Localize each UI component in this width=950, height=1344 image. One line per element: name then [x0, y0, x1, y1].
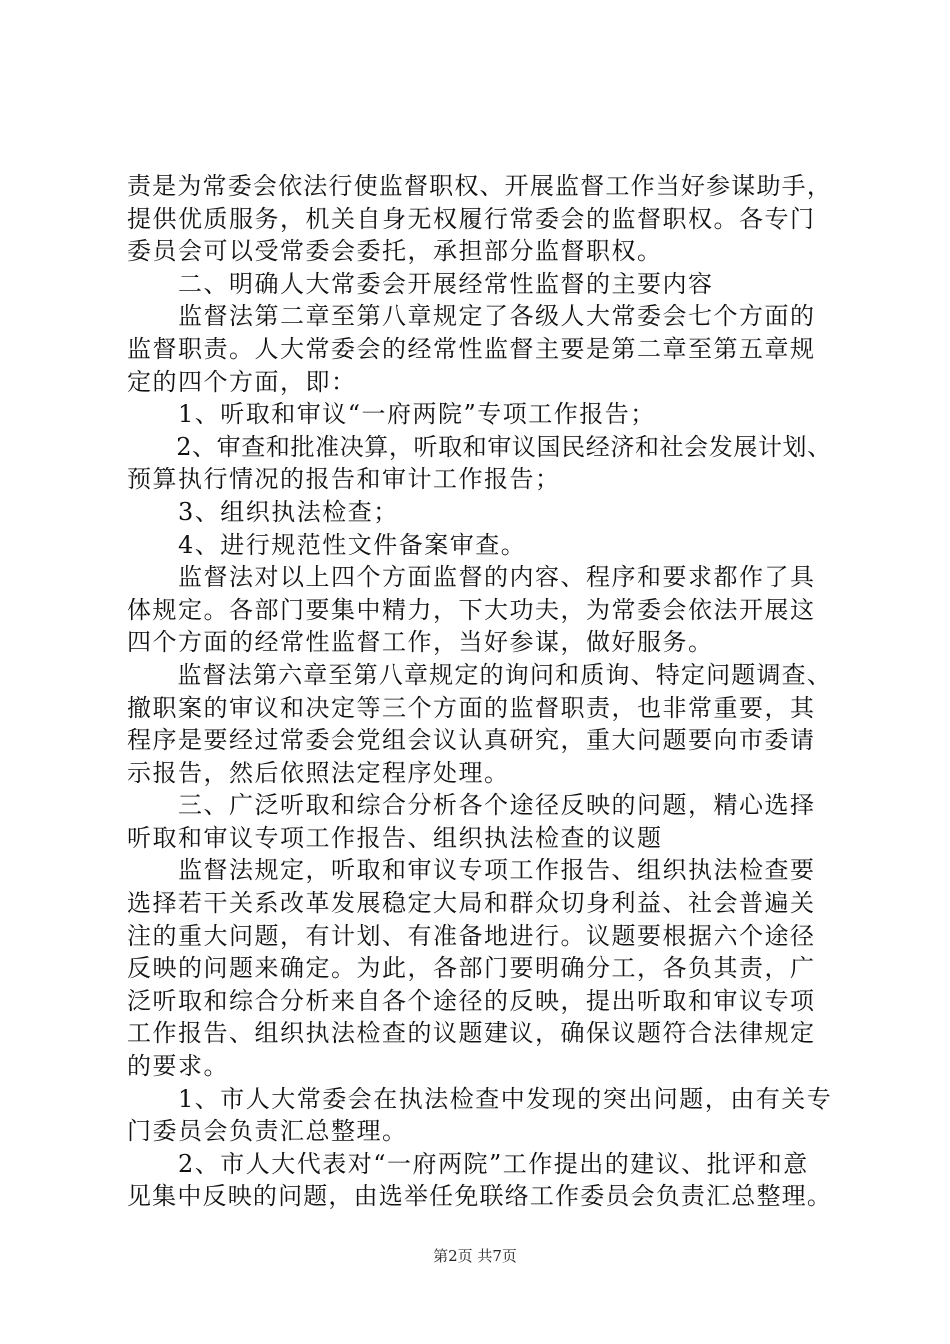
text-line: 监督法第六章至第八章规定的询问和质询、特定问题调查、 [127, 660, 832, 689]
text-line: 1、市人大常委会在执法检查中发现的突出问题，由有关专 [127, 1084, 833, 1113]
text-line: 示报告，然后依照法定程序处理。 [127, 758, 510, 787]
text-line: 泛听取和综合分析来自各个途径的反映，提出听取和审议专项 [127, 986, 816, 1015]
text-line: 预算执行情况的报告和审计工作报告； [127, 465, 561, 494]
text-line: 程序是要经过常委会党组会议认真研究，重大问题要向市委请 [127, 726, 816, 755]
text-line: 二、明确人大常委会开展经常性监督的主要内容 [127, 269, 714, 298]
page-number-footer: 第2页 共7页 [433, 1247, 517, 1265]
text-line: 3、组织执法检查； [127, 497, 399, 526]
text-line: 撤职案的审议和决定等三个方面的监督职责，也非常重要，其 [127, 693, 816, 722]
text-line: 听取和审议专项工作报告、组织执法检查的议题 [127, 823, 663, 852]
text-line: 工作报告、组织执法检查的议题建议，确保议题符合法律规定 [127, 1019, 816, 1048]
text-line: 提供优质服务，机关自身无权履行常委会的监督职权。各专门 [127, 204, 816, 233]
text-line: 的要求。 [127, 1052, 229, 1081]
text-line: 选择若干关系改革发展稳定大局和群众切身利益、社会普遍关 [127, 889, 816, 918]
text-line: 三、广泛听取和综合分析各个途径反映的问题，精心选择 [127, 791, 816, 820]
text-line: 反映的问题来确定。为此，各部门要明确分工，各负其责，广 [127, 954, 816, 983]
document-body [127, 170, 832, 1213]
text-line: 门委员会负责汇总整理。 [127, 1117, 408, 1146]
text-line: 四个方面的经常性监督工作，当好参谋，做好服务。 [127, 628, 714, 657]
text-line: 2、市人大代表对“一府两院”工作提出的建议、批评和意 [127, 1149, 809, 1178]
text-line: 2、审查和批准决算，听取和审议国民经济和社会发展计划、 [127, 432, 832, 461]
text-line: 监督法规定，听取和审议专项工作报告、组织执法检查要 [127, 856, 816, 885]
text-line: 监督职责。人大常委会的经常性监督主要是第二章至第五章规 [127, 334, 816, 363]
text-line: 监督法对以上四个方面监督的内容、程序和要求都作了具 [127, 563, 816, 592]
text-line: 责是为常委会依法行使监督职权、开展监督工作当好参谋助手， [127, 172, 832, 200]
text-line: 监督法第二章至第八章规定了各级人大常委会七个方面的 [127, 302, 816, 331]
text-line: 定的四个方面，即： [127, 367, 357, 396]
text-line: 委员会可以受常委会委托，承担部分监督职权。 [127, 237, 663, 266]
text-line: 体规定。各部门要集中精力，下大功夫，为常委会依法开展这 [127, 595, 816, 624]
text-line: 1、听取和审议“一府两院”专项工作报告； [127, 400, 656, 429]
text-line: 见集中反映的问题，由选举任免联络工作委员会负责汇总整理。 [127, 1182, 832, 1211]
text-line: 4、进行规范性文件备案审查。 [127, 530, 527, 559]
text-line: 注的重大问题，有计划、有准备地进行。议题要根据六个途径 [127, 921, 816, 950]
